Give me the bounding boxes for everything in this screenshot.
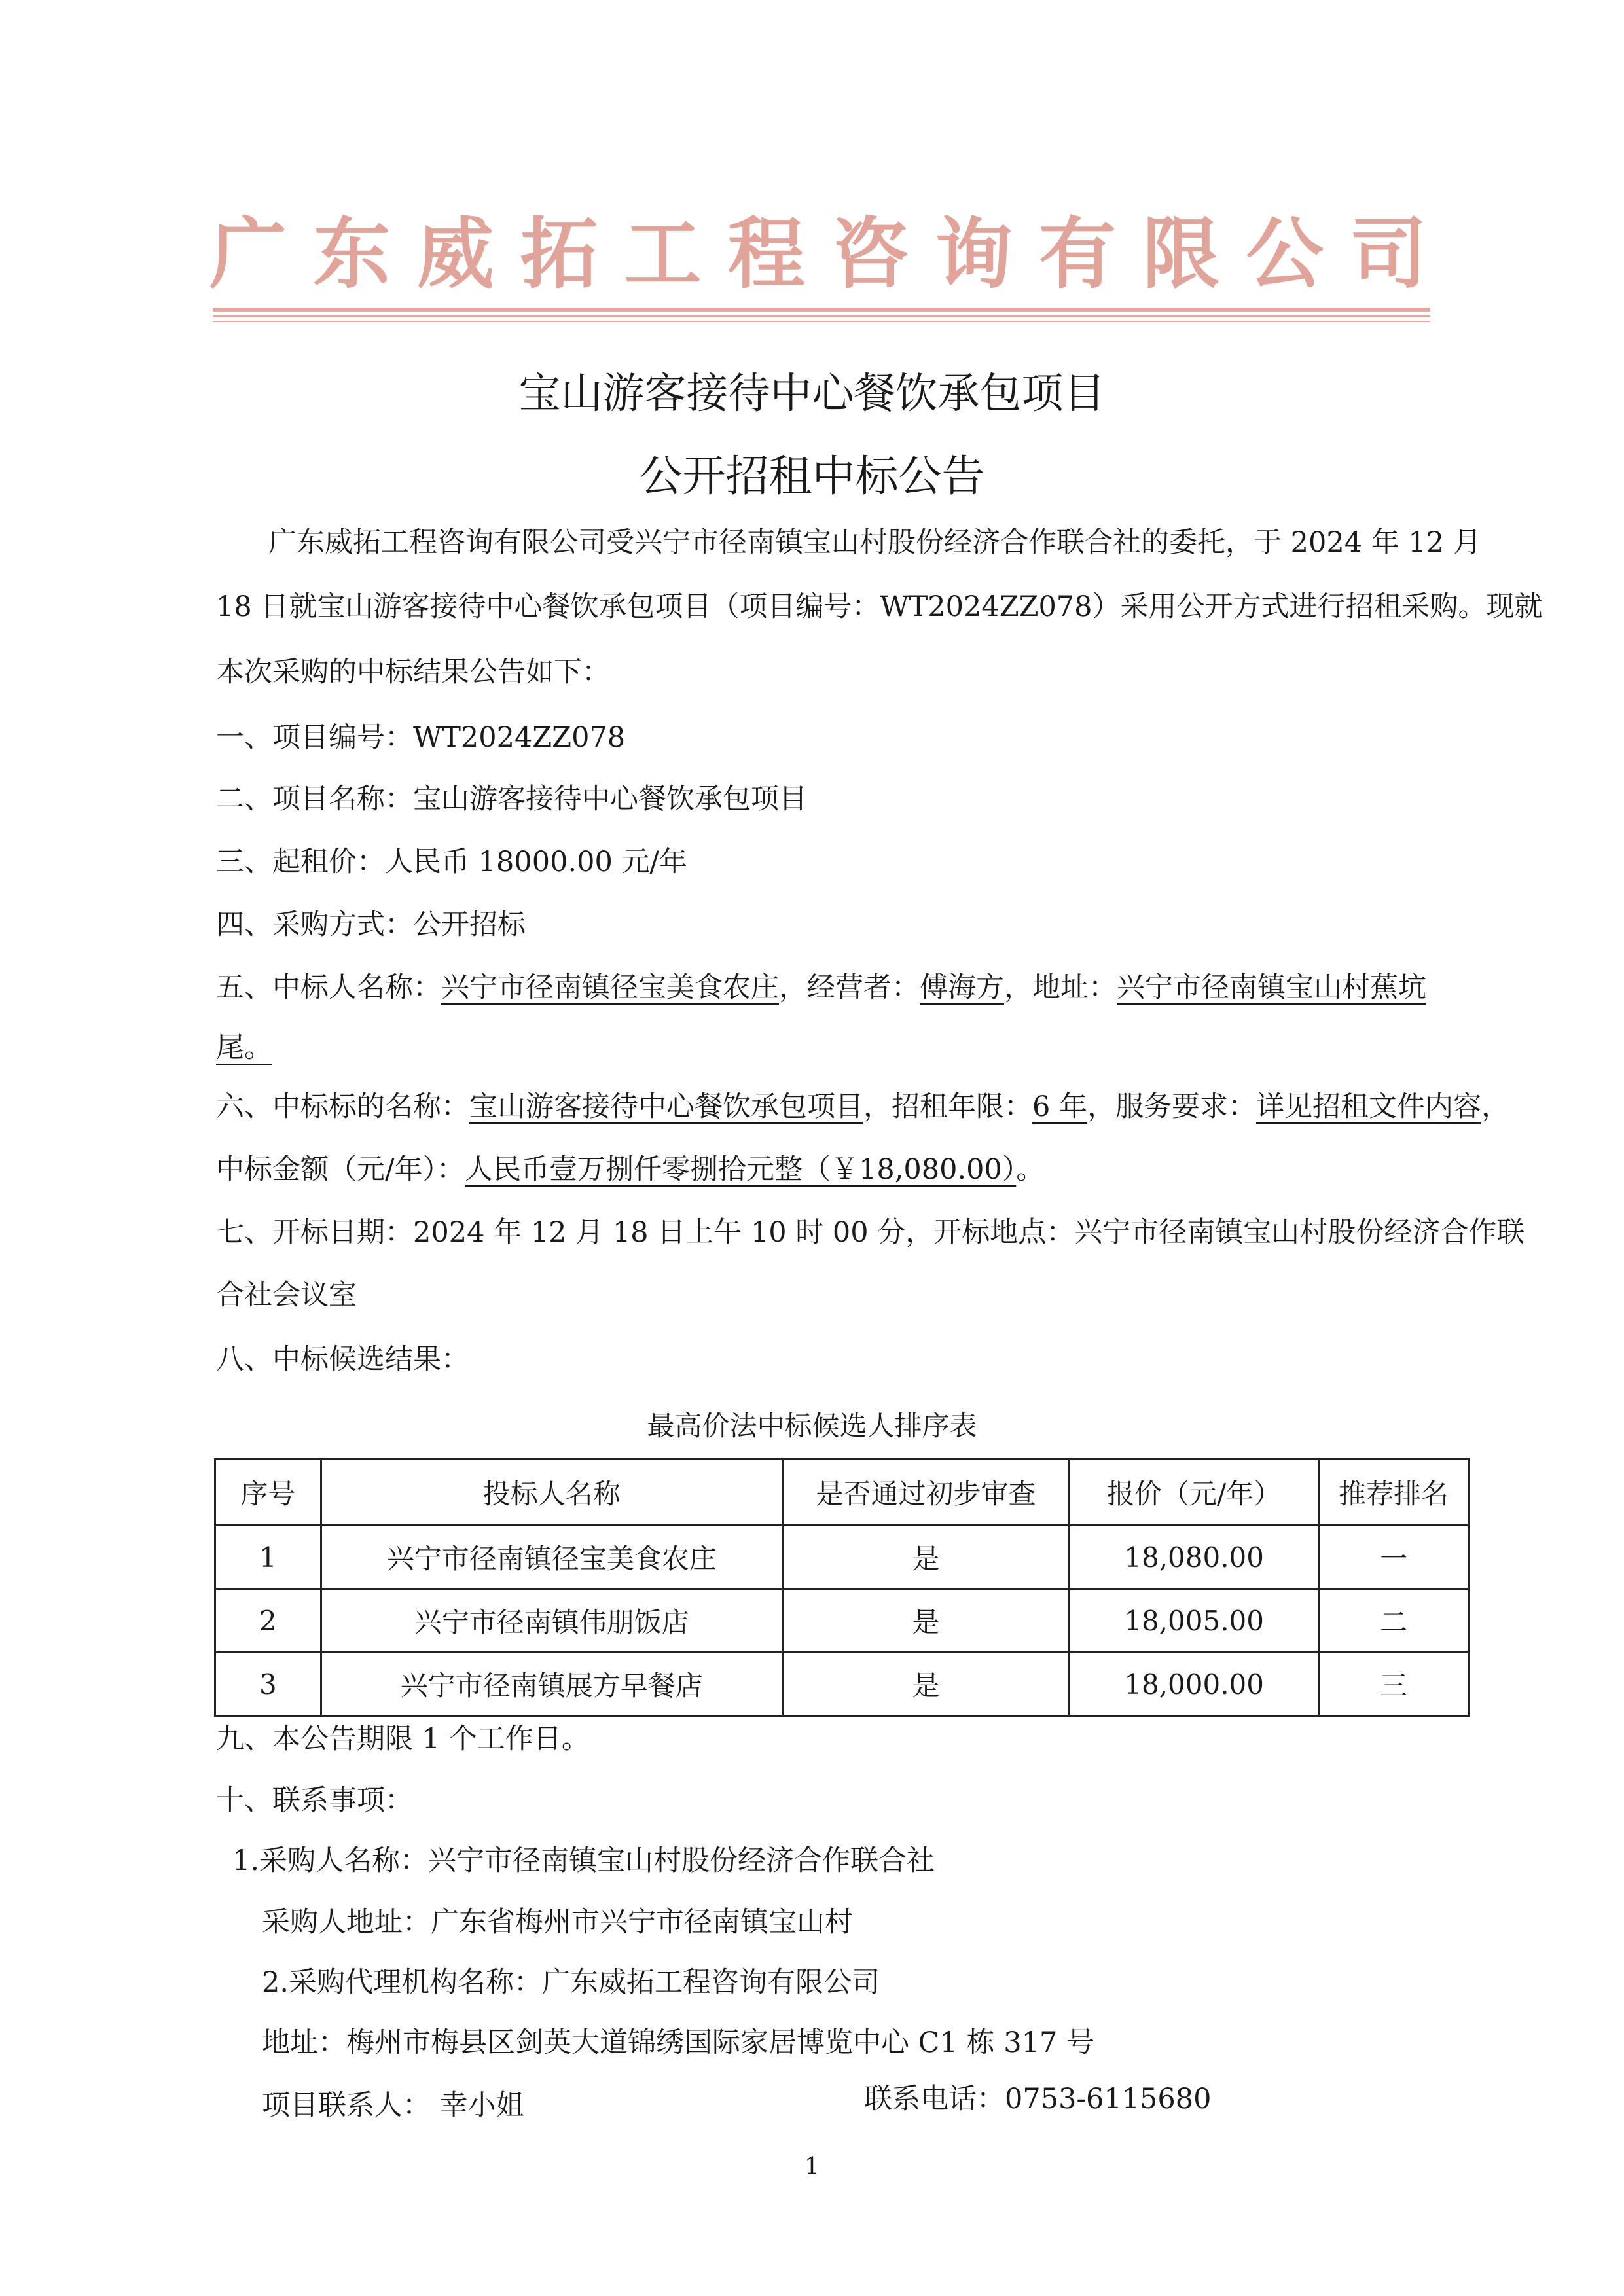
letterhead-char: 拓 [520, 208, 598, 299]
item-starting-rent: 三、起租价：人民币 18000.00 元/年 [216, 846, 687, 878]
letterhead-char: 程 [727, 208, 805, 299]
agent-name: 2.采购代理机构名称：广东威拓工程咨询有限公司 [262, 1966, 880, 1999]
cell-passed: 是 [782, 1589, 1069, 1653]
letterhead-char: 工 [624, 208, 702, 299]
cell-price: 18,005.00 [1070, 1589, 1319, 1653]
letterhead-char: 限 [1142, 208, 1220, 299]
item-winner: 五、中标人名称：兴宁市径南镇径宝美食农庄，经营者：傅海方，地址：兴宁市径南镇宝山村蕉坑 [216, 971, 1426, 1004]
intro-line: 18 日就宝山游客接待中心餐饮承包项目（项目编号：WT2024ZZ078）采用公开方式进行招租采购。现就 [216, 590, 1543, 623]
cell-rank: 一 [1319, 1526, 1469, 1589]
col-header: 推荐排名 [1319, 1460, 1469, 1526]
table-row [215, 1589, 1469, 1653]
cell-bidder: 兴宁市径南镇伟朋饭店 [321, 1589, 782, 1653]
table-header-row [215, 1460, 1469, 1526]
item-project-number: 一、项目编号：WT2024ZZ078 [216, 721, 626, 754]
item-opening-cont: 合社会议室 [216, 1279, 357, 1312]
contact-person: 项目联系人： 幸小姐 [262, 2089, 524, 2122]
candidate-table [214, 1458, 1470, 1717]
item-winner-cont [216, 1031, 272, 1064]
cell-passed: 是 [782, 1653, 1069, 1716]
letterhead-char: 有 [1038, 208, 1116, 299]
cell-bidder: 兴宁市径南镇展方早餐店 [321, 1653, 782, 1716]
item-amount: 中标金额（元/年）：人民币壹万捌仟零捌拾元整（￥18,080.00）。 [216, 1153, 1045, 1186]
item-contacts: 十、联系事项： [216, 1784, 413, 1817]
letterhead-char: 公 [1246, 208, 1324, 299]
cell-index: 3 [215, 1653, 321, 1716]
winner-address-cont: 尾。 [216, 1031, 272, 1064]
col-header: 投标人名称 [321, 1460, 782, 1526]
subject-name: 宝山游客接待中心餐饮承包项目 [469, 1090, 863, 1123]
letterhead-char: 广 [209, 208, 287, 299]
buyer-address: 采购人地址：广东省梅州市兴宁市径南镇宝山村 [262, 1906, 853, 1939]
letterhead-rule [213, 308, 1430, 312]
intro-line: 广东威拓工程咨询有限公司受兴宁市径南镇宝山村股份经济合作联合社的委托，于 2024 年 12 月 [268, 526, 1481, 559]
letterhead-char: 威 [416, 208, 494, 299]
letterhead-rule [213, 321, 1430, 322]
item-candidates: 八、中标候选结果： [216, 1343, 469, 1376]
page-number: 1 [804, 2153, 820, 2180]
lease-term: 6 年 [1032, 1090, 1088, 1123]
col-header: 序号 [215, 1460, 321, 1526]
table-row [215, 1526, 1469, 1589]
col-header: 是否通过初步审查 [782, 1460, 1069, 1526]
doc-subtitle: 公开招租中标公告 [639, 451, 985, 501]
cell-passed: 是 [782, 1526, 1069, 1589]
cell-index: 1 [215, 1526, 321, 1589]
letterhead-rule [213, 315, 1430, 317]
letterhead-char: 询 [935, 208, 1013, 299]
buyer-name: 1.采购人名称：兴宁市径南镇宝山村股份经济合作联合社 [232, 1844, 935, 1877]
service-requirement: 详见招租文件内容 [1256, 1090, 1482, 1123]
winner-operator: 傅海方 [920, 971, 1004, 1004]
letterhead [209, 208, 1427, 300]
item-opening: 七、开标日期：2024 年 12 月 18 日上午 10 时 00 分，开标地点：兴宁市径南镇宝山村股份经济合作联 [216, 1216, 1525, 1249]
item-procurement-method: 四、采购方式：公开招标 [216, 908, 526, 941]
item-subject: 六、中标标的名称：宝山游客接待中心餐饮承包项目，招租年限：6 年，服务要求：详见招租文件内容， [216, 1090, 1510, 1123]
contact-phone: 联系电话：0753-6115680 [864, 2083, 1212, 2115]
table-row [215, 1653, 1469, 1716]
cell-rank: 三 [1319, 1653, 1469, 1716]
cell-rank: 二 [1319, 1589, 1469, 1653]
cell-price: 18,000.00 [1070, 1653, 1319, 1716]
intro-line: 本次采购的中标结果公告如下： [216, 656, 610, 689]
cell-bidder: 兴宁市径南镇径宝美食农庄 [321, 1526, 782, 1589]
item-notice-period: 九、本公告期限 1 个工作日。 [216, 1723, 590, 1755]
winning-amount: 人民币壹万捌仟零捌拾元整（￥18,080.00） [465, 1153, 1017, 1186]
col-header: 报价（元/年） [1070, 1460, 1319, 1526]
cell-price: 18,080.00 [1070, 1526, 1319, 1589]
letterhead-char: 司 [1349, 208, 1427, 299]
item-project-name: 二、项目名称：宝山游客接待中心餐饮承包项目 [216, 783, 807, 816]
winner-name: 兴宁市径南镇径宝美食农庄 [441, 971, 779, 1004]
letterhead-char: 咨 [831, 208, 909, 299]
winner-address: 兴宁市径南镇宝山村蕉坑 [1117, 971, 1426, 1004]
agent-address: 地址：梅州市梅县区剑英大道锦绣国际家居博览中心 C1 栋 317 号 [262, 2026, 1095, 2059]
doc-title: 宝山游客接待中心餐饮承包项目 [518, 370, 1106, 418]
cell-index: 2 [215, 1589, 321, 1653]
table-caption: 最高价法中标候选人排序表 [647, 1410, 977, 1442]
letterhead-char: 东 [313, 208, 391, 299]
